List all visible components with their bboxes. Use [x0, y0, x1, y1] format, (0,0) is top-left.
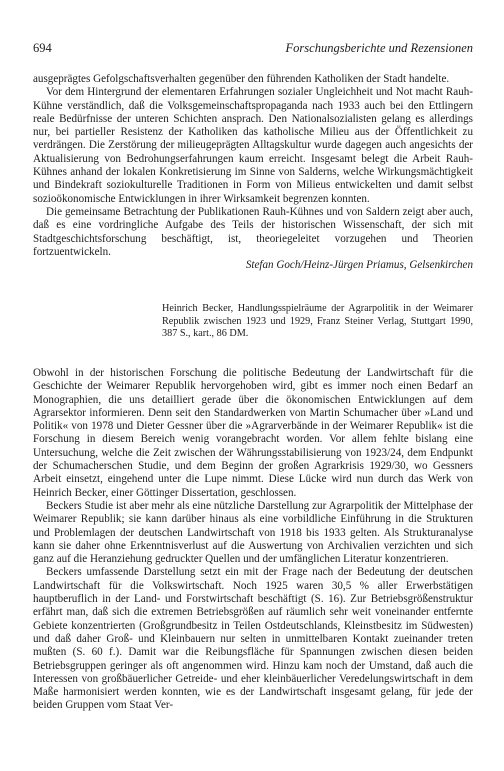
paragraph: Obwohl in der historischen Forschung die politische Bedeutung der Landwirtschaft für die Geschichte der Weimarer Republik hervorgehoben wird, gibt es immer noch einen Bedarf an Monographien, die uns detailliert gerade über die ökonomischen Entwicklungen auf dem Agrarsektor informieren. Denn seit den Standardwerken von Martin Schumacher über »Land und Politik« von 1978 und Dieter Gessner über die »Agrarverbände in der Weimarer Republik« ist die Forschung in diesem Bereich wenig vorangebracht worden. Vor allem fehlte bislang eine Untersuchung, welche die Zeit zwischen der Währungsstabilisierung von 1923/24, dem Endpunkt der Schumacherschen Studie, und dem Beginn der großen Agrarkrisis 1929/30, wo Gessners Arbeit einsetzt, eingehend unter die Lupe nimmt. Diese Lücke wird nun durch das Werk von Heinrich Becker, einer Göttinger Dissertation, geschlossen. — [33, 367, 473, 499]
paragraph-text: Die gemeinsame Betrachtung der Publikationen Rauh-Kühnes und von Saldern zeigt aber auch, daß es eine vordringliche Aufgabe des Teils der historischen Wissenschaft, der sich mit Stadtgeschichtsforschung beschäftigt, ist, theoriegeleitet vorzugehen und Theorien fortzuentwickeln. — [33, 205, 473, 258]
paragraph — [33, 206, 473, 259]
review-1-continuation — [33, 73, 473, 272]
paragraph: ausgeprägtes Gefolgschaftsverhalten gegenüber den führenden Katholiken der Stadt handelte. — [33, 73, 450, 85]
paragraph: Beckers umfassende Darstellung setzt ein mit der Frage nach der Bedeutung der deutschen Landwirtschaft für die Volkswirtschaft. Noch 1925 waren 30,5 % aller Erwerbstätigen hauptberuflich in der Land- und Forstwirtschaft beschäftigt (S. 16). Zur Betriebsgrößenstruktur erfährt man, daß sich die extremen Betriebsgrößen auf räumlich sehr weit voneinander entfernte Gebiete konzentrierten (Großgrundbesitz in Teilen Ostdeutschlands, Kleinstbesitz im Südwesten) und daß daher Groß- und Kleinbauern nur selten in unmittelbaren Kontakt zueinander treten mußten (S. 60 f.). Damit war die Reibungsfläche für Spannungen zwischen diesen beiden Betriebsgruppen geringer als oft angenommen wird. Hinzu kam noch der Umstand, daß auch die Interessen von großbäuerlicher Getreide- und eher kleinbäuerlicher Veredelungswirtschaft in dem Maße harmonisiert werden konnten, wie es der Landwirtschaft insgesamt gelang, für jede der beiden Gruppen vom Staat Ver- — [33, 566, 473, 712]
paragraph: Vor dem Hintergrund der elementaren Erfahrungen sozialer Ungleichheit und Not macht Rauh-Kühne verständlich, daß die Volksgemeinschaftspropaganda nach 1933 auch bei den Ettlingern reale Bedürfnisse der unteren Schichten ansprach. Den Nationalsozialisten gelang es allerdings nur, bei partieller Resistenz der Katholiken das katholische Milieu aus der Öffentlichkeit zu verdrängen. Die Zerstörung der milieugeprägten Alltagskultur wurde dagegen auch angesichts der Aktualisierung von Bedrohungserfahrungen kaum erreicht. Insgesamt belegt die Arbeit Rauh-Kühnes anhand der lokalen Konkretisierung im Sinne von Salderns, welche Wirkungsmächtigkeit und Bindekraft soziokulturelle Traditionen in Form von Milieus entwickelten und damit selbst sozioökonomische Entwicklungen in ihrer Wirksamkeit begrenzen konnten. — [33, 86, 473, 205]
review-2-body — [33, 367, 473, 713]
paragraph: Beckers Studie ist aber mehr als eine nützliche Darstellung zur Agrarpolitik der Mittelphase der Weimarer Republik; sie kann darüber hinaus als eine vorbildliche Einführung in die Strukturen und Problemlagen der deutschen Landwirtschaft von 1918 bis 1933 gelten. Als Strukturanalyse kann sie daher ohne Erkenntnisverlust auf die Auswertung von Archivalien verzichten und sich ganz auf die Heranziehung gedruckter Quellen und der umfänglichen Literatur konzentrieren. — [33, 499, 473, 566]
page-header — [33, 41, 473, 57]
page-number: 694 — [33, 41, 52, 55]
book-citation: Heinrich Becker, Handlungsspielräume der Agrarpolitik in der Weimarer Republik zwischen 1923 und 1929, Franz Steiner Verlag, Stuttgart 1990, 387 S., kart., 86 DM. — [162, 303, 473, 339]
running-title: Forschungsberichte und Rezensionen — [285, 41, 473, 55]
reviewer-signature: Stefan Goch/Heinz-Jürgen Priamus, Gelsenkirchen — [245, 259, 473, 272]
signature-line — [33, 259, 473, 272]
